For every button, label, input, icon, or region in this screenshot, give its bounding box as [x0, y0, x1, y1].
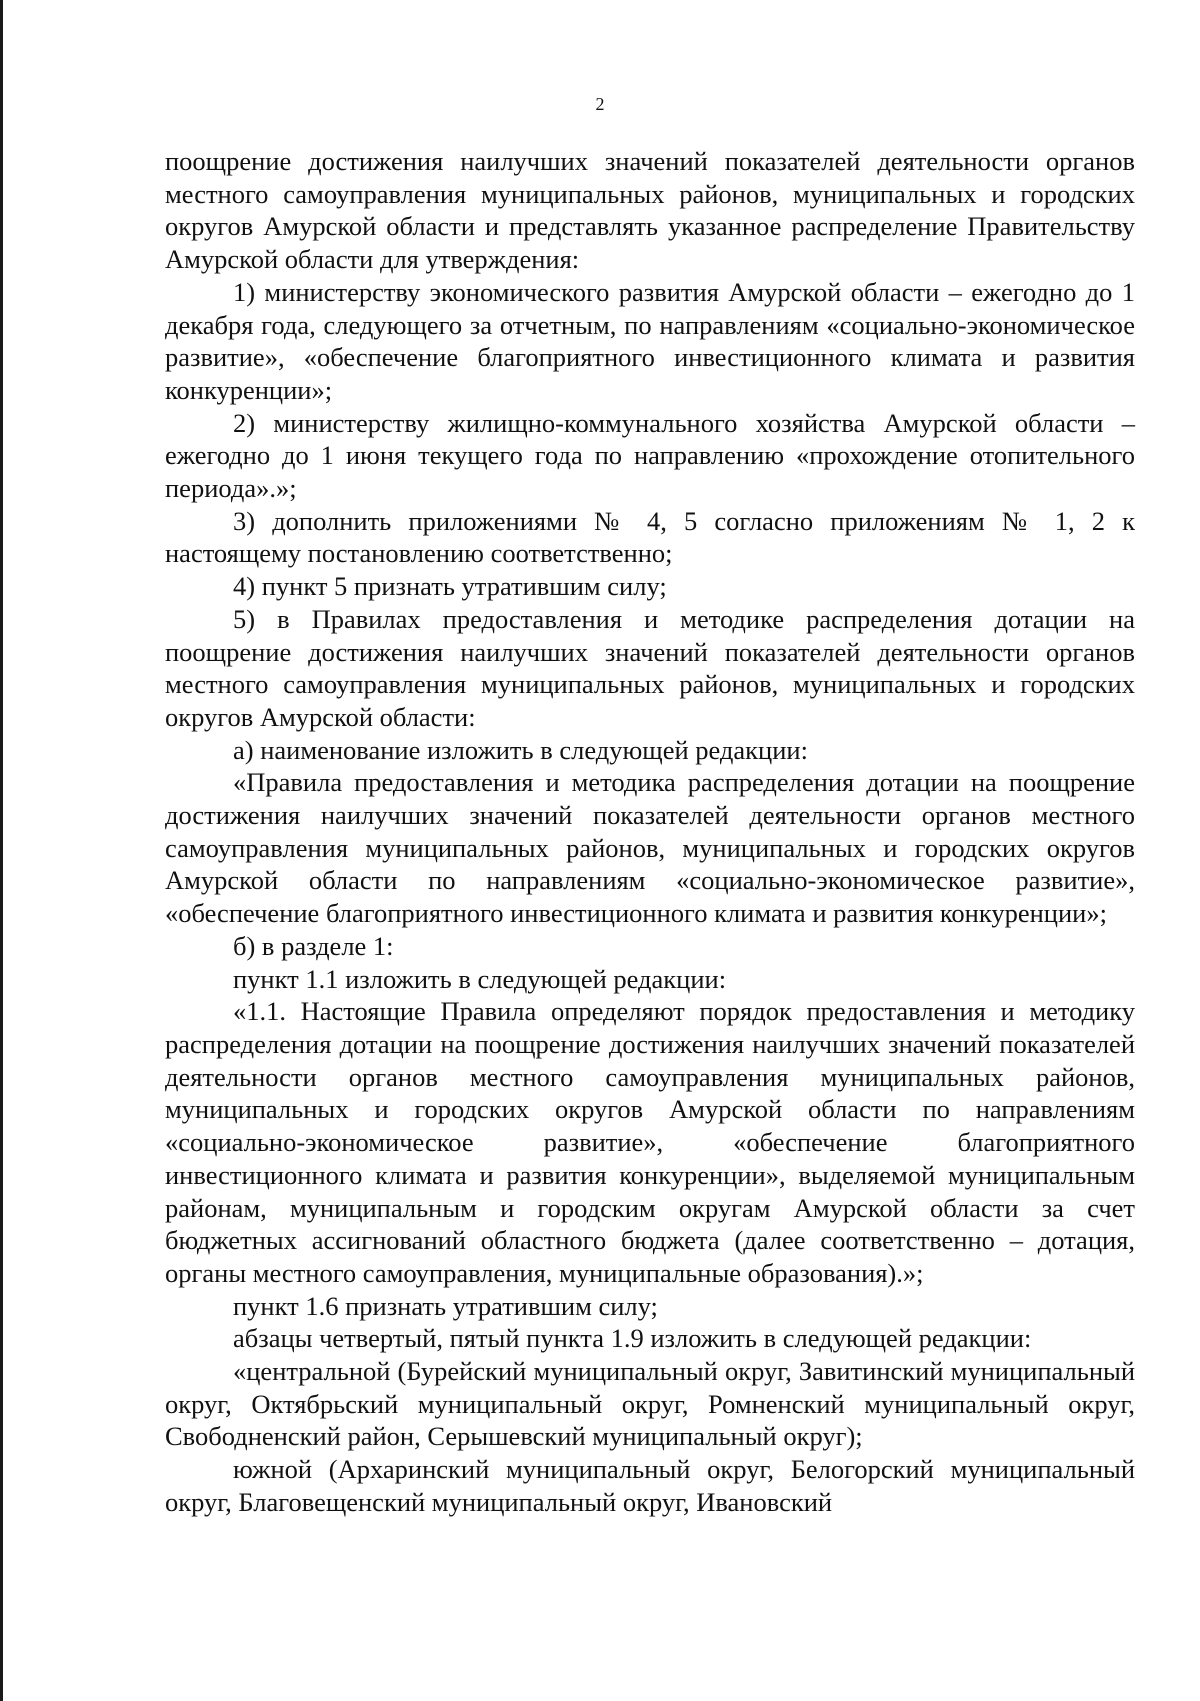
paragraph: 1) министерству экономического развития Амурской области – ежегодно до 1 декабря года, следующего за отчетным, по направлениям «социально-экономическое развитие», «обеспечение благоприятного инвестиционного климата и развития конкуренции»;	[165, 276, 1135, 405]
paragraph: южной (Архаринский муниципальный округ, Белогорский муниципальный округ, Благовещенский муниципальный округ, Ивановский	[165, 1454, 1135, 1517]
paragraph: поощрение достижения наилучших значений показателей деятельности органов местного самоуправления муниципальных районов, муниципальных и городских округов Амурской области и представлять указанное распределение Правительству Амурской области для утверждения:	[165, 146, 1135, 275]
paragraph: 4) пункт 5 признать утратившим силу;	[233, 571, 667, 602]
scan-edge-line	[0, 0, 3, 1701]
paragraph: 5) в Правилах предоставления и методике распределения дотации на поощрение достижения наилучших значений показателей деятельности органов местного самоуправления муниципальных районов, муниципальных и городских округов Амурской области:	[165, 603, 1135, 732]
paragraph: абзацы четвертый, пятый пункта 1.9 изложить в следующей редакции:	[233, 1323, 1032, 1354]
paragraph: а) наименование изложить в следующей редакции:	[233, 734, 808, 765]
document-body	[165, 145, 1135, 1519]
paragraph: пункт 1.6 признать утратившим силу;	[233, 1290, 658, 1321]
paragraph: «центральной (Бурейский муниципальный округ, Завитинский муниципальный округ, Октябрьский муниципальный округ, Ромненский муниципальный округ, Свободненский район, Серышевский муниципальный округ);	[165, 1356, 1135, 1452]
paragraph: «Правила предоставления и методика распределения дотации на поощрение достижения наилучших значений показателей деятельности органов местного самоуправления муниципальных районов, муниципальных и городских округов Амурской области по направлениям «социально-экономическое развитие», «обеспечение благоприятного инвестиционного климата и развития конкуренции»;	[165, 767, 1135, 929]
paragraph: 2) министерству жилищно-коммунального хозяйства Амурской области – ежегодно до 1 июня текущего года по направлению «прохождение отопительного периода».»;	[165, 407, 1135, 504]
paragraph: «1.1. Настоящие Правила определяют порядок предоставления и методику распределения дотации на поощрение достижения наилучших значений показателей деятельности органов местного самоуправления муниципальных районов, муниципальных и городских округов Амурской области по направлениям «социально-экономическое развитие», «обеспечение благоприятного инвестиционного климата и развития конкуренции», выделяемой муниципальным районам, муниципальным и городским округам Амурской области за счет бюджетных ассигнований областного бюджета (далее соответственно – дотация, органы местного самоуправления, муниципальные образования).»;	[165, 996, 1135, 1288]
paragraph: 3) дополнить приложениями № 4, 5 согласно приложениям № 1, 2 к настоящему постановлению соответственно;	[165, 505, 1135, 569]
paragraph: б) в разделе 1:	[233, 930, 394, 961]
paragraph: пункт 1.1 изложить в следующей редакции:	[233, 963, 727, 994]
page-number: 2	[595, 94, 605, 114]
